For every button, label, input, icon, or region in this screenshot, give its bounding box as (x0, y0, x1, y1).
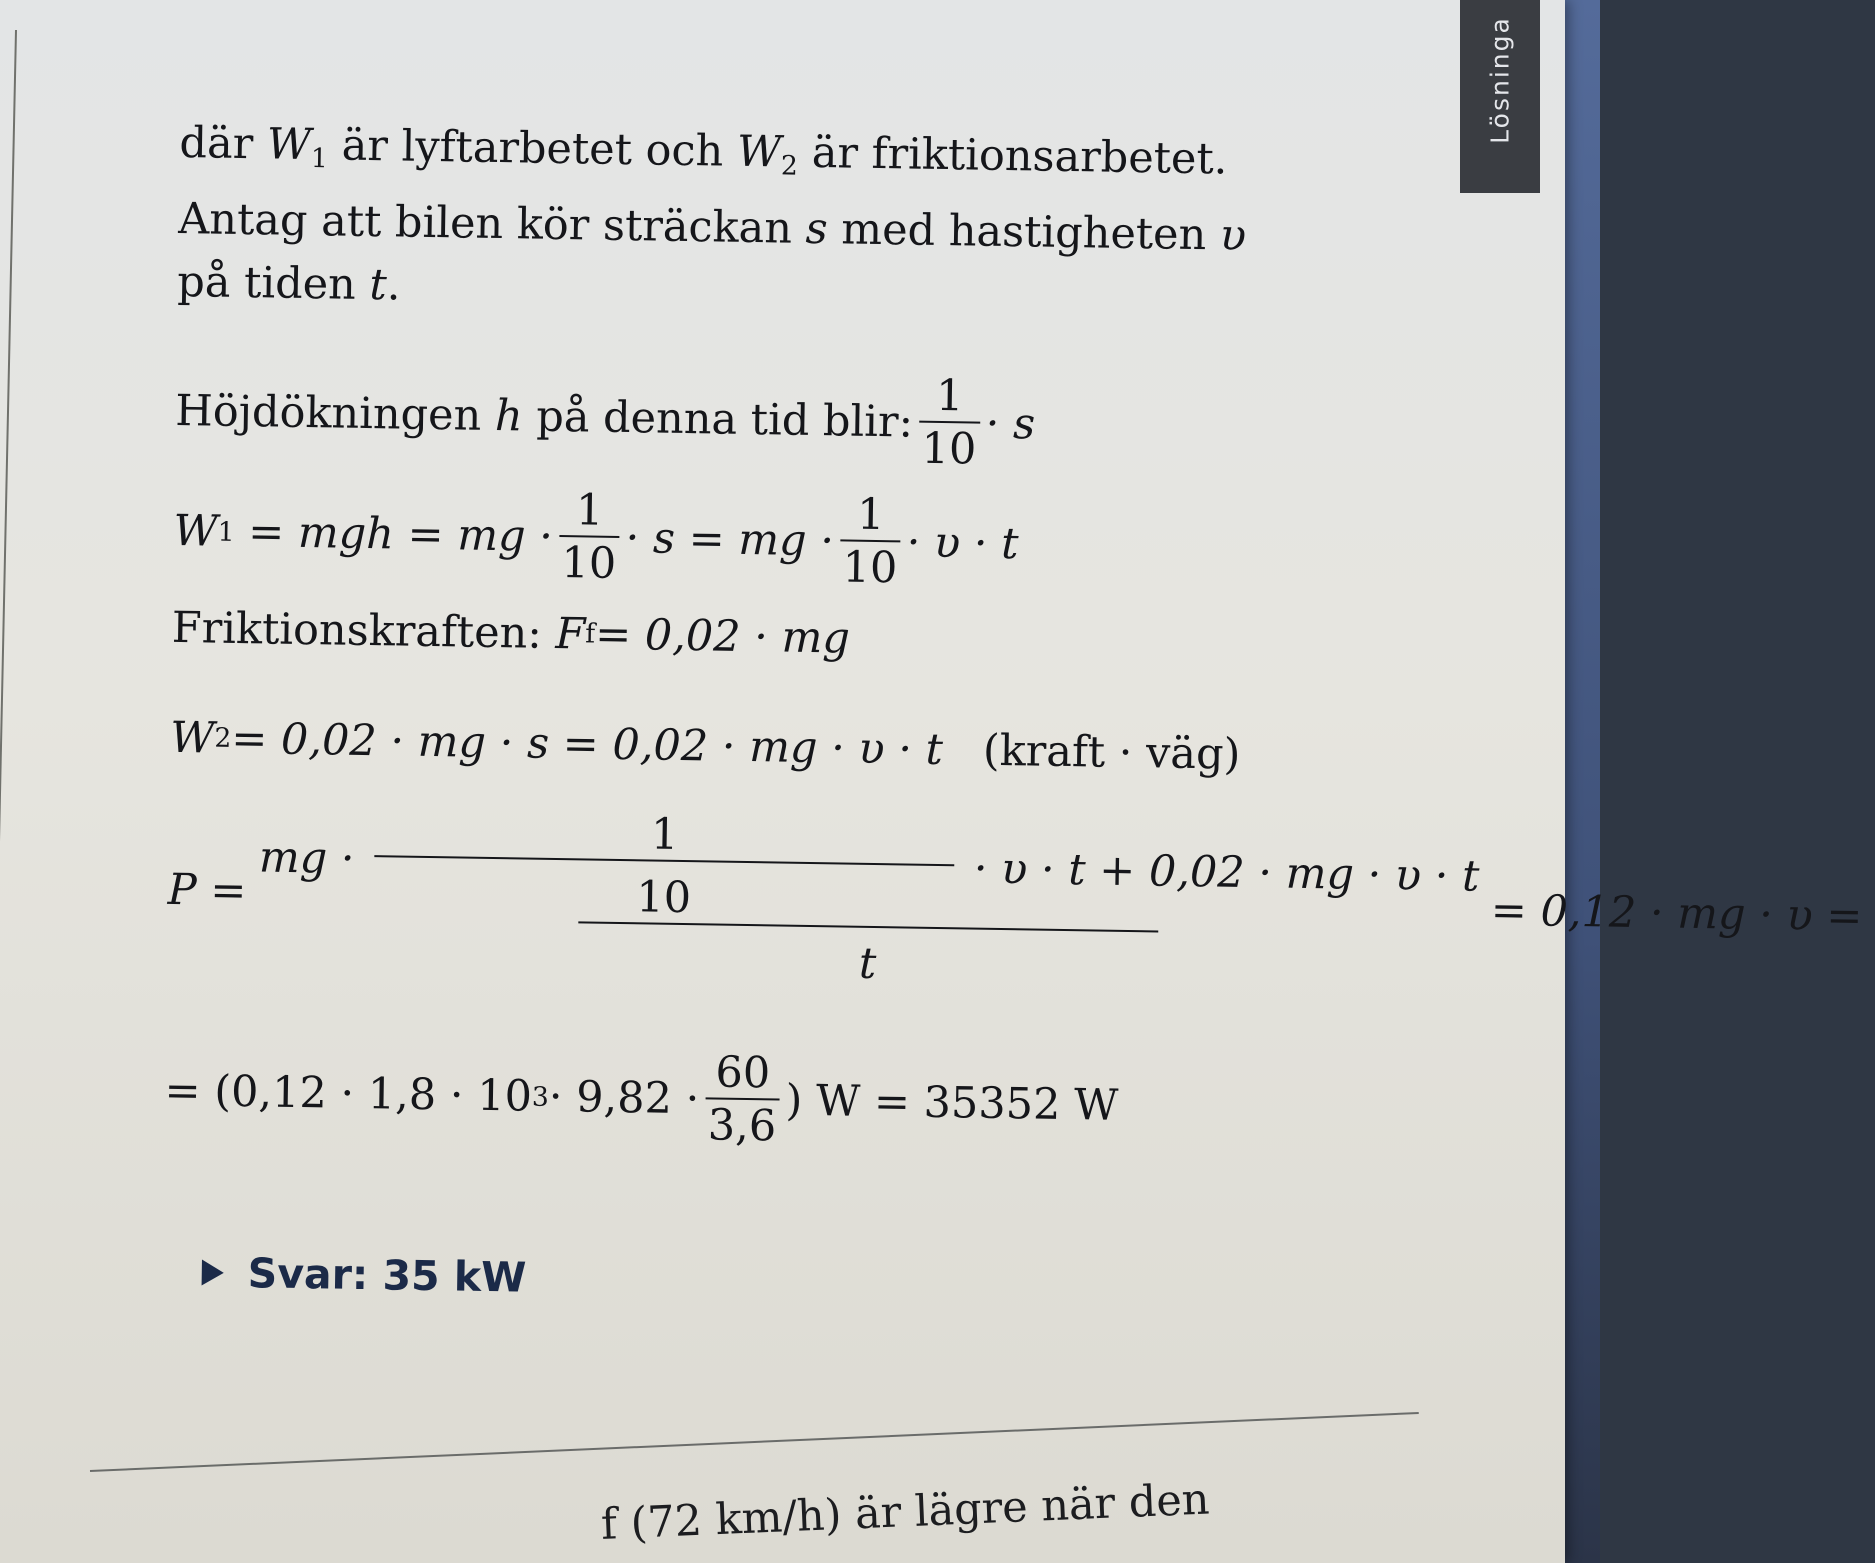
section-tab-label: Lösninga (1485, 16, 1515, 144)
power-denominator: t (577, 921, 1158, 991)
answer-line (161, 1248, 1422, 1316)
fraction (373, 808, 955, 925)
w2-subscript: 2 (214, 722, 232, 754)
w1-symbol: W (266, 119, 312, 171)
fraction-numerator: 1 (856, 489, 885, 541)
fraction-numerator: 1 (935, 370, 964, 422)
math-term: = mgh = mg · (247, 507, 554, 563)
s-symbol: s (805, 203, 829, 255)
f-symbol: F (555, 608, 586, 659)
f-subscript: f (585, 618, 596, 650)
intro-text: är friktionsarbetet. (797, 127, 1228, 185)
fraction-denominator: 3,6 (705, 1097, 780, 1149)
intro-text: är lyftarbetet och (327, 120, 738, 177)
height-equation (175, 362, 1436, 480)
w2-note: (kraft · väg) (982, 725, 1241, 780)
play-triangle-icon (202, 1260, 224, 1286)
w2-symbol: W (169, 712, 215, 764)
math-term: = 0,02 · mg (594, 609, 851, 664)
math-term: · s (985, 398, 1036, 450)
v-symbol: υ (1219, 210, 1247, 261)
fraction-numerator: 1 (650, 809, 679, 860)
math-term: = 0,12 · mg · υ = (1490, 885, 1863, 942)
fraction-numerator: 60 (715, 1047, 771, 1099)
height-label: på denna tid blir: (535, 391, 914, 448)
h-symbol: h (494, 391, 524, 442)
exponent: 3 (531, 1081, 550, 1113)
t-symbol: t (369, 259, 388, 311)
w2-subscript: 2 (780, 150, 799, 182)
section-divider (90, 1412, 1419, 1472)
math-term: · υ · t (906, 517, 1019, 570)
numeric-equation (164, 1042, 1425, 1160)
w1-equation (173, 482, 1434, 600)
solution-content (161, 112, 1863, 1316)
math-term: · υ · t + 0,02 · mg · υ · t (973, 843, 1480, 902)
fraction-numerator: 1 (575, 485, 604, 536)
power-fraction (251, 806, 1486, 997)
next-problem-text: f (72 km/h) är lägre när den (600, 1474, 1211, 1550)
p-symbol: P = (167, 865, 247, 917)
math-term: · 9,82 · (548, 1072, 700, 1125)
fraction-denominator: 10 (918, 421, 980, 473)
intro-text: med hastigheten (827, 204, 1221, 261)
w1-symbol: W (173, 506, 219, 558)
math-term: = (0,12 · 1,8 · 10 (164, 1065, 533, 1122)
intro-text: på tiden (176, 256, 370, 310)
intro-text: Antag att bilen kör sträckan (177, 193, 807, 254)
fraction-denominator: 10 (558, 535, 620, 587)
fraction (918, 370, 980, 475)
math-term: · s = mg · (625, 513, 835, 567)
fraction-denominator: 10 (839, 540, 901, 592)
page-edge-line (0, 30, 17, 1563)
fraction (839, 489, 901, 594)
w1-subscript: 1 (310, 143, 329, 175)
math-term: mg · (258, 832, 355, 884)
fraction (558, 485, 620, 590)
power-equation (166, 804, 1863, 995)
answer-text: Svar: 35 kW (247, 1249, 527, 1302)
math-term: ) W = 35352 W (785, 1075, 1119, 1131)
intro-text: där (179, 117, 268, 170)
friction-force-equation (172, 602, 1433, 672)
w2-symbol: W (736, 126, 782, 178)
power-numerator (252, 806, 1486, 936)
w1-subscript: 1 (217, 516, 235, 548)
fraction-denominator: 10 (373, 855, 954, 925)
math-term: = 0,02 · mg · s = 0,02 · mg · υ · t (230, 713, 944, 775)
intro-text: . (386, 260, 401, 311)
height-label: Höjdökningen (174, 386, 482, 441)
fraction (705, 1047, 781, 1152)
friction-label: Friktionskraften: (171, 602, 543, 659)
w2-equation (170, 712, 1431, 782)
intro-paragraph (177, 112, 1440, 334)
